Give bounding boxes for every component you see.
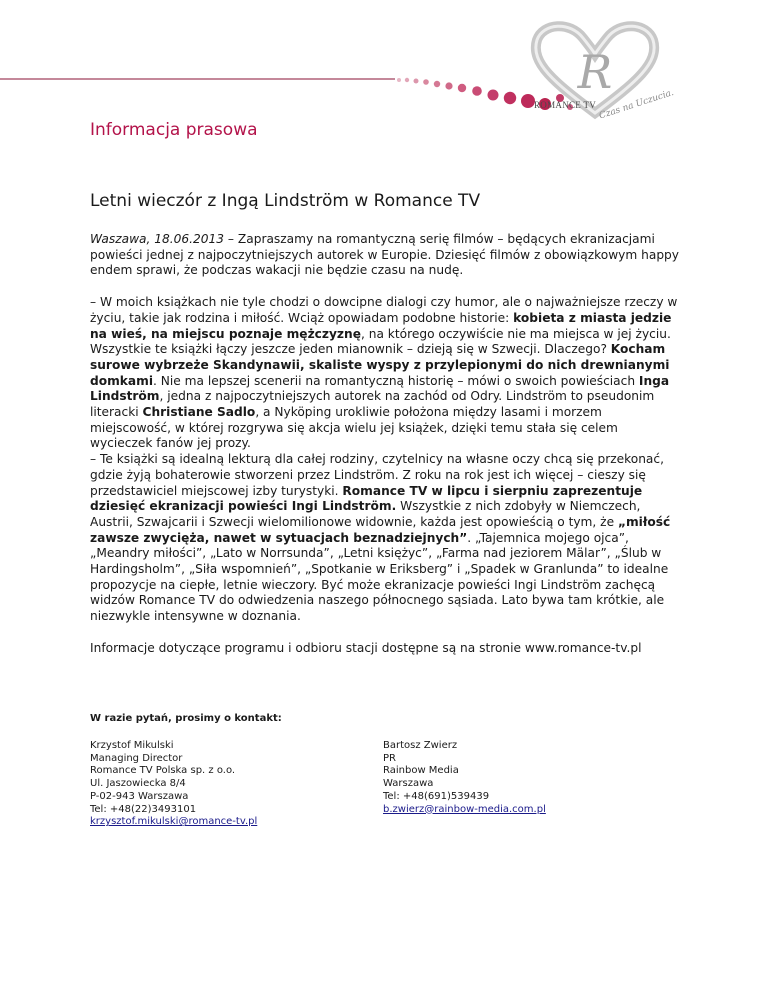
contact-name: Bartosz Zwierz [383, 740, 458, 751]
contact-card-left [90, 740, 257, 829]
section-label: Informacja prasowa [90, 120, 258, 140]
contact-email-link[interactable]: b.zwierz@rainbow-media.com.pl [383, 803, 546, 815]
contact-role: PR [383, 752, 396, 764]
logo-caption: ROMANCE TV [534, 100, 597, 110]
quote-paragraph: – W moich książkach nie tyle chodzi o dowcipne dialogi czy humor, ale o najważniejsze rzeczy w życiu, takie jak rodzina i miłość. Wciąż opowiadam podobne historie: kobieta z miasta jedzie na wieś, na miejscu poznaje mężczyznę, na którego oczywiście nie ma miejsca w jej życiu. Wszystkie te książki łączy jeszcze jeden mianownik – dzieją się w Szwecji. Dlaczego? Kocham surowe wybrzeże Skandynawii, skaliste wyspy z przylepionymi do nich drewnianymi domkami. Nie ma lepszej scenerii na romantyczną historię – mówi o swoich powieściach Inga Lindström, jedna z najpoczytniejszych autorek na zachód od Odry. Lindström to pseudonim literacki Christiane Sadlo, a Nyköping urokliwie położona między lasami i morzem miejscowość, w której rozgrywa się akcja wielu jej książek, dzięki temu stała się celem wycieczek fanów jej prozy. [90, 295, 678, 451]
contact-heading: W razie pytań, prosimy o kontakt: [90, 713, 282, 724]
contact-city: P-02-943 Warszawa [90, 790, 189, 802]
contact-card-right [383, 740, 546, 816]
svg-text:R: R [577, 45, 613, 99]
lead-paragraph: Waszawa, 18.06.2013 – Zapraszamy na romantyczną serię filmów – będących ekranizacjami powieści jednej z najpoczytniejszych autorek w Europie. Dziesięć filmów z obowiązkowym happy endem sprawi, że podczas wakacji nie będzie czasu na nudę. [90, 232, 680, 278]
contact-phone: Tel: +48(22)3493101 [90, 803, 197, 815]
contact-role: Managing Director [90, 752, 183, 764]
article-body [90, 232, 682, 673]
contact-email-link[interactable]: krzysztof.mikulski@romance-tv.pl [90, 816, 258, 828]
contact-city: Warszawa [383, 778, 434, 790]
header-divider-line [0, 78, 395, 80]
logo-slogan: Czas na Uczucia. [598, 87, 676, 122]
contact-street: Ul. Jaszowiecka 8/4 [90, 778, 186, 790]
program-paragraph: – Te książki są idealną lekturą dla całej rodziny, czytelnicy na własne oczy chcą się przekonać, gdzie żyją bohaterowie stworzeni przez Lindström. Z roku na rok jest ich więcej – cieszy się przedstawiciel miejscowej izby turystyki. Romance TV w lipcu i sierpniu zaprezentuje dziesięć ekranizacji powieści Ingi Lindström. Wszystkie z nich zdobyły w Niemczech, Austrii, Szwajcarii i Szwecji wielomilionowe widownie, każda jest opowieścią o tym, że „miłość zawsze zwycięża, nawet w sytuacjach beznadziejnych”. „Tajemnica mojego ojca”, „Meandry miłości”, „Lato w Norrsunda”, „Letni księżyc”, „Farma nad jeziorem Mälar”, „Ślub w Hardingsholm”, „Siła wspomnień”, „Spotkanie w Eriksberg” i „Spadek w Granlunda” to idealne propozycje na ciepłe, letnie wieczory. Być może ekranizacje powieści Ingi Lindström zachęcą widzów Romance TV do odwiedzenia naszego północnego sąsiada. Lato bywa tam krótkie, ale niezwykle intensywne w doznania. [90, 452, 671, 624]
info-paragraph: Informacje dotyczące programu i odbioru stacji dostępne są na stronie www.romance-tv.pl [90, 640, 642, 655]
contact-company: Romance TV Polska sp. z o.o. [90, 765, 236, 777]
page-title: Letni wieczór z Ingą Lindström w Romance TV [90, 191, 481, 211]
contact-name: Krzystof Mikulski [90, 740, 174, 751]
contact-company: Rainbow Media [383, 765, 459, 777]
romance-tv-logo [515, 18, 675, 138]
dateline: Waszawa, 18.06.2013 [90, 232, 225, 246]
contact-phone: Tel: +48(691)539439 [383, 790, 490, 802]
